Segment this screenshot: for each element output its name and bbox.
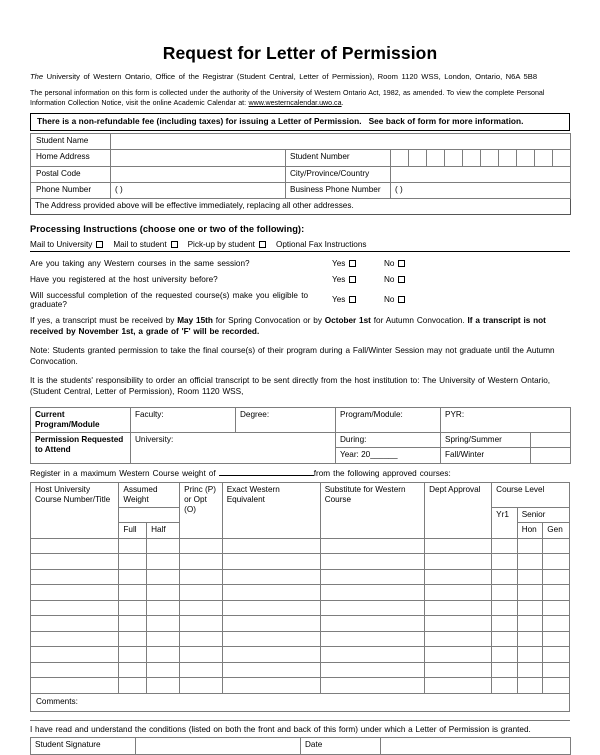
cell-princ-opt[interactable] xyxy=(180,554,223,570)
cell-full[interactable] xyxy=(119,616,147,632)
cell-hon[interactable] xyxy=(517,631,543,647)
cell-yr1[interactable] xyxy=(492,554,518,570)
cell-exact-western[interactable] xyxy=(222,554,320,570)
student-signature-input[interactable] xyxy=(136,737,301,754)
question-eligible-graduate-row xyxy=(30,291,570,309)
cell-yr1[interactable] xyxy=(492,662,518,678)
cell-gen[interactable] xyxy=(543,569,570,585)
cell-exact-western[interactable] xyxy=(222,600,320,616)
cell-half[interactable] xyxy=(147,631,180,647)
table-row[interactable] xyxy=(31,554,570,570)
max-course-weight-input[interactable] xyxy=(219,475,314,476)
cell-host-course[interactable] xyxy=(31,538,119,554)
student-number-digit-box[interactable] xyxy=(427,150,445,166)
table-row[interactable] xyxy=(31,678,570,694)
cell-yr1[interactable] xyxy=(492,600,518,616)
cell-full[interactable] xyxy=(119,600,147,616)
header-dept-approval: Dept Approval xyxy=(425,482,492,538)
cell-yr1[interactable] xyxy=(492,678,518,694)
transcript-text-c: for Autumn Convocation. xyxy=(370,315,468,325)
transcript-text-b: for Spring Convocation or by xyxy=(212,315,325,325)
cell-gen[interactable] xyxy=(543,585,570,601)
current-program-row xyxy=(31,407,571,433)
header-substitute-western-course: Substitute for Western Course xyxy=(320,482,424,538)
student-number-digit-box[interactable] xyxy=(391,150,409,166)
postal-code-input[interactable] xyxy=(111,166,286,182)
privacy-notice-line1: The personal information on this form is collected under the authority of the University of Western Ontario Act, 1982, as amended. To view the complete xyxy=(30,88,515,97)
cell-dept-approval[interactable] xyxy=(425,631,492,647)
table-row[interactable] xyxy=(31,647,570,663)
spring-summer-checkbox-cell[interactable] xyxy=(531,433,571,448)
cell-dept-approval[interactable] xyxy=(425,569,492,585)
checkbox-no-western-courses[interactable] xyxy=(398,260,405,267)
cell-half[interactable] xyxy=(147,600,180,616)
student-name-row xyxy=(31,133,571,149)
cell-substitute[interactable] xyxy=(320,554,424,570)
cell-yr1[interactable] xyxy=(492,585,518,601)
cell-half[interactable] xyxy=(147,538,180,554)
cell-princ-opt[interactable] xyxy=(180,600,223,616)
cell-substitute[interactable] xyxy=(320,616,424,632)
option-mail-to-university-label: Mail to University xyxy=(30,239,93,249)
cell-full[interactable] xyxy=(119,569,147,585)
answer-no-western-courses[interactable] xyxy=(384,259,440,268)
degree-field[interactable]: Degree: xyxy=(236,407,336,433)
checkbox-no-eligible-graduate[interactable] xyxy=(398,296,405,303)
table-row[interactable] xyxy=(31,662,570,678)
cell-hon[interactable] xyxy=(517,585,543,601)
answer-yes-eligible-graduate[interactable] xyxy=(332,295,384,304)
registrar-address xyxy=(30,72,570,81)
table-row[interactable] xyxy=(31,538,570,554)
fee-notice-backref: See back of form for more information. xyxy=(368,115,524,126)
register-text-a: Register in a maximum Western Course weight of xyxy=(30,468,219,478)
cell-full[interactable] xyxy=(119,662,147,678)
cell-princ-opt[interactable] xyxy=(180,585,223,601)
checkbox-yes-eligible-graduate[interactable] xyxy=(349,296,356,303)
cell-exact-western[interactable] xyxy=(222,585,320,601)
transcript-deadline-spring: May 15th xyxy=(177,315,213,325)
question-eligible-graduate-text: Will successful completion of the requested course(s) make you eligible to graduate? xyxy=(30,290,309,309)
question-eligible-graduate-answers xyxy=(332,295,570,304)
graduation-note: Note: Students granted permission to take the final course(s) of their program during a Fall/Winter Session may not graduate until the Autumn Convocation. xyxy=(30,345,555,367)
comments-field[interactable]: Comments: xyxy=(31,693,570,711)
cell-half[interactable] xyxy=(147,554,180,570)
answer-no-registered-host[interactable] xyxy=(384,275,440,284)
cell-dept-approval[interactable] xyxy=(425,585,492,601)
student-name-input[interactable] xyxy=(111,133,571,149)
no-label: No xyxy=(384,274,395,284)
cell-princ-opt[interactable] xyxy=(180,569,223,585)
cell-gen[interactable] xyxy=(543,554,570,570)
cell-substitute[interactable] xyxy=(320,600,424,616)
program-module-field[interactable]: Program/Module: xyxy=(336,407,441,433)
cell-exact-western[interactable] xyxy=(222,631,320,647)
transcript-responsibility-note: It is the students' responsibility to order an official transcript to be sent directly from the host institution to: The University of Western Ontario, (Student Central, Letter of Permission), Room 1120 WSS, xyxy=(30,375,551,397)
privacy-notice-line2: Personal Information Collection Notice, visit the online Academic Calendar at: xyxy=(30,88,545,107)
fall-winter-label: Fall/Winter xyxy=(441,448,531,463)
current-program-label xyxy=(31,407,131,433)
cell-exact-western[interactable] xyxy=(222,678,320,694)
home-address-input[interactable] xyxy=(111,149,286,166)
option-mail-to-student[interactable] xyxy=(113,240,180,249)
student-number-boxes[interactable] xyxy=(391,149,571,166)
cell-substitute[interactable] xyxy=(320,647,424,663)
cell-gen[interactable] xyxy=(543,600,570,616)
header-senior: Senior xyxy=(517,508,569,523)
approved-courses-table xyxy=(30,482,570,712)
cell-exact-western[interactable] xyxy=(222,616,320,632)
address-effective-note: The Address provided above will be effective immediately, replacing all other addresses. xyxy=(31,198,571,214)
calendar-url-link[interactable]: www.westerncalendar.uwo.ca xyxy=(248,98,342,107)
cell-substitute[interactable] xyxy=(320,678,424,694)
checkbox-mail-to-university[interactable] xyxy=(96,241,103,248)
register-text-b: from the following approved courses: xyxy=(313,468,451,478)
transcript-text-a: If yes, a transcript must be received by xyxy=(30,315,178,325)
student-info-table xyxy=(30,133,571,215)
cell-half[interactable] xyxy=(147,616,180,632)
cell-exact-western[interactable] xyxy=(222,647,320,663)
question-western-courses-text: Are you taking any Western courses in the same session? xyxy=(30,258,250,268)
fall-winter-checkbox-cell[interactable] xyxy=(531,448,571,463)
cell-gen[interactable] xyxy=(543,647,570,663)
cell-half[interactable] xyxy=(147,678,180,694)
header-princ-opt: Princ (P) or Opt (O) xyxy=(180,482,223,538)
question-registered-host-text: Have you registered at the host university before? xyxy=(30,274,218,284)
delivery-options-row xyxy=(30,240,570,252)
during-field[interactable]: During: xyxy=(336,433,441,448)
cell-gen[interactable] xyxy=(543,538,570,554)
cell-full[interactable] xyxy=(119,538,147,554)
program-module-table xyxy=(30,407,571,464)
header-course-level: Course Level xyxy=(492,482,570,508)
cell-gen[interactable] xyxy=(543,616,570,632)
question-registered-host-row xyxy=(30,275,570,284)
cell-host-course[interactable] xyxy=(31,616,119,632)
date-input[interactable] xyxy=(381,737,571,754)
cell-host-course[interactable] xyxy=(31,554,119,570)
course-table-header-row-1 xyxy=(31,482,570,508)
cell-dept-approval[interactable] xyxy=(425,678,492,694)
cell-host-course[interactable] xyxy=(31,569,119,585)
cell-gen[interactable] xyxy=(543,662,570,678)
cell-gen[interactable] xyxy=(543,678,570,694)
privacy-notice xyxy=(30,88,570,108)
cell-hon[interactable] xyxy=(517,647,543,663)
student-number-digit-box[interactable] xyxy=(445,150,463,166)
cell-full[interactable] xyxy=(119,678,147,694)
fee-notice-main: There is a non-refundable fee (including taxes) for issuing a Letter of Permission. xyxy=(37,115,362,126)
permission-requested-label xyxy=(31,433,131,464)
cell-hon[interactable] xyxy=(517,678,543,694)
header-gen: Gen xyxy=(543,523,570,538)
header-assumed-weight: Assumed Weight xyxy=(119,482,180,508)
header-hon: Hon xyxy=(517,523,543,538)
cell-hon[interactable] xyxy=(517,616,543,632)
cell-dept-approval[interactable] xyxy=(425,554,492,570)
cell-host-course[interactable] xyxy=(31,678,119,694)
phone-number-label: Phone Number xyxy=(31,182,111,198)
cell-princ-opt[interactable] xyxy=(180,616,223,632)
notice-period: . xyxy=(341,98,344,107)
permission-label-line2: to Attend xyxy=(35,445,71,455)
cell-substitute[interactable] xyxy=(320,538,424,554)
faculty-field[interactable]: Faculty: xyxy=(131,407,236,433)
host-university-field[interactable]: University: xyxy=(131,433,336,464)
optional-fax-label: Optional Fax Instructions xyxy=(275,239,367,249)
yes-label: Yes xyxy=(332,258,346,268)
checkbox-no-registered-host[interactable] xyxy=(398,276,405,283)
processing-instructions-title: Processing Instructions (choose one or two of the following): xyxy=(30,223,305,234)
cell-dept-approval[interactable] xyxy=(425,600,492,616)
cell-half[interactable] xyxy=(147,585,180,601)
cell-substitute[interactable] xyxy=(320,662,424,678)
no-label: No xyxy=(384,258,395,268)
business-phone-label: Business Phone Number xyxy=(286,182,391,198)
cell-exact-western[interactable] xyxy=(222,662,320,678)
table-row[interactable] xyxy=(31,569,570,585)
checkbox-pickup-by-student[interactable] xyxy=(259,241,266,248)
cell-half[interactable] xyxy=(147,662,180,678)
postal-code-label: Postal Code xyxy=(31,166,111,182)
table-row[interactable] xyxy=(31,600,570,616)
answer-yes-registered-host[interactable] xyxy=(332,275,384,284)
cell-exact-western[interactable] xyxy=(222,538,320,554)
cell-princ-opt[interactable] xyxy=(180,538,223,554)
current-program-label-line1: Current xyxy=(35,409,65,419)
answer-no-eligible-graduate[interactable] xyxy=(384,295,440,304)
cell-substitute[interactable] xyxy=(320,569,424,585)
city-province-country-label: City/Province/Country xyxy=(286,166,391,182)
cell-dept-approval[interactable] xyxy=(425,538,492,554)
question-western-courses-row xyxy=(30,259,570,268)
transcript-deadline-note xyxy=(30,315,570,338)
option-mail-to-student-label: Mail to student xyxy=(113,239,167,249)
city-province-country-input[interactable] xyxy=(391,166,571,182)
table-row[interactable] xyxy=(31,616,570,632)
current-program-label-line2: Program/Module xyxy=(35,419,100,429)
cell-host-course[interactable] xyxy=(31,662,119,678)
student-number-box-group xyxy=(391,150,570,166)
no-label: No xyxy=(384,295,395,305)
cell-full[interactable] xyxy=(119,631,147,647)
signature-table xyxy=(30,737,571,755)
student-number-digit-box[interactable] xyxy=(463,150,481,166)
question-western-courses-answers xyxy=(332,259,570,268)
cell-princ-opt[interactable] xyxy=(180,631,223,647)
checkbox-yes-registered-host[interactable] xyxy=(349,276,356,283)
student-number-digit-box[interactable] xyxy=(535,150,553,166)
option-pickup-by-student[interactable] xyxy=(188,240,269,249)
cell-yr1[interactable] xyxy=(492,616,518,632)
student-number-digit-box[interactable] xyxy=(409,150,427,166)
student-number-digit-box[interactable] xyxy=(553,150,570,166)
permission-label-line1: Permission Requested xyxy=(35,435,124,445)
cell-exact-western[interactable] xyxy=(222,569,320,585)
cell-full[interactable] xyxy=(119,585,147,601)
date-label: Date xyxy=(301,737,381,754)
postal-code-row xyxy=(31,166,571,182)
student-signature-label: Student Signature xyxy=(31,737,136,754)
option-pickup-by-student-label: Pick-up by student xyxy=(187,239,255,249)
student-number-digit-box[interactable] xyxy=(499,150,517,166)
checkbox-yes-western-courses[interactable] xyxy=(349,260,356,267)
max-course-weight-line xyxy=(30,469,570,478)
student-name-label: Student Name xyxy=(31,133,111,149)
comments-row[interactable] xyxy=(31,693,570,711)
student-number-label: Student Number xyxy=(286,149,391,166)
table-row[interactable] xyxy=(31,585,570,601)
cell-yr1[interactable] xyxy=(492,569,518,585)
cell-substitute[interactable] xyxy=(320,631,424,647)
yes-label: Yes xyxy=(332,295,346,305)
address-note-row xyxy=(31,198,571,214)
address-text: University of Western Ontario, Office of the Registrar (Student Central, Letter of Permission), Room 1120 WSS, London, Ontario, N6A 5B8 xyxy=(46,72,538,82)
yes-label: Yes xyxy=(332,274,346,284)
transcript-failure-warning: If a transcript is not received by November 1st, a grade of 'F' will be recorded. xyxy=(30,315,546,337)
cell-hon[interactable] xyxy=(517,662,543,678)
cell-half[interactable] xyxy=(147,569,180,585)
cell-yr1[interactable] xyxy=(492,631,518,647)
transcript-deadline-autumn: October 1st xyxy=(324,315,371,325)
header-host-university-course: Host University Course Number/Title xyxy=(31,482,119,538)
page-title: Request for Letter of Permission xyxy=(162,43,438,63)
cell-hon[interactable] xyxy=(517,554,543,570)
cell-host-course[interactable] xyxy=(31,585,119,601)
header-full: Full xyxy=(119,523,147,538)
cell-gen[interactable] xyxy=(543,631,570,647)
cell-full[interactable] xyxy=(119,554,147,570)
cell-dept-approval[interactable] xyxy=(425,647,492,663)
cell-princ-opt[interactable] xyxy=(180,662,223,678)
business-phone-input[interactable]: ( ) xyxy=(391,182,571,198)
student-number-digit-box[interactable] xyxy=(517,150,535,166)
address-italic-prefix: The xyxy=(30,72,44,82)
conditions-statement: I have read and understand the conditions (listed on both the front and back of this form) under which a Letter of Permission is granted. xyxy=(30,720,570,734)
signature-row xyxy=(31,737,571,754)
cell-dept-approval[interactable] xyxy=(425,616,492,632)
cell-host-course[interactable] xyxy=(31,631,119,647)
cell-hon[interactable] xyxy=(517,538,543,554)
year-field[interactable]: Year: 20______ xyxy=(336,448,441,463)
cell-yr1[interactable] xyxy=(492,647,518,663)
option-mail-to-university[interactable] xyxy=(30,240,106,249)
cell-hon[interactable] xyxy=(517,569,543,585)
spring-summer-label: Spring/Summer xyxy=(441,433,531,448)
cell-substitute[interactable] xyxy=(320,585,424,601)
header-half: Half xyxy=(147,523,180,538)
cell-host-course[interactable] xyxy=(31,600,119,616)
table-row[interactable] xyxy=(31,631,570,647)
cell-half[interactable] xyxy=(147,647,180,663)
cell-princ-opt[interactable] xyxy=(180,647,223,663)
home-address-row xyxy=(31,149,571,166)
phone-number-input[interactable]: ( ) xyxy=(111,182,286,198)
header-yr1: Yr1 xyxy=(492,508,518,539)
fee-notice-box xyxy=(30,113,570,131)
cell-hon[interactable] xyxy=(517,600,543,616)
student-number-digit-box[interactable] xyxy=(481,150,499,166)
cell-yr1[interactable] xyxy=(492,538,518,554)
cell-dept-approval[interactable] xyxy=(425,662,492,678)
answer-yes-western-courses[interactable] xyxy=(332,259,384,268)
cell-princ-opt[interactable] xyxy=(180,678,223,694)
permission-university-row xyxy=(31,433,571,448)
pyr-field[interactable]: PYR: xyxy=(441,407,571,433)
cell-host-course[interactable] xyxy=(31,647,119,663)
phone-row xyxy=(31,182,571,198)
checkbox-mail-to-student[interactable] xyxy=(171,241,178,248)
home-address-label: Home Address xyxy=(31,149,111,166)
header-exact-western-equivalent: Exact Western Equivalent xyxy=(222,482,320,538)
question-registered-host-answers xyxy=(332,275,570,284)
cell-full[interactable] xyxy=(119,647,147,663)
